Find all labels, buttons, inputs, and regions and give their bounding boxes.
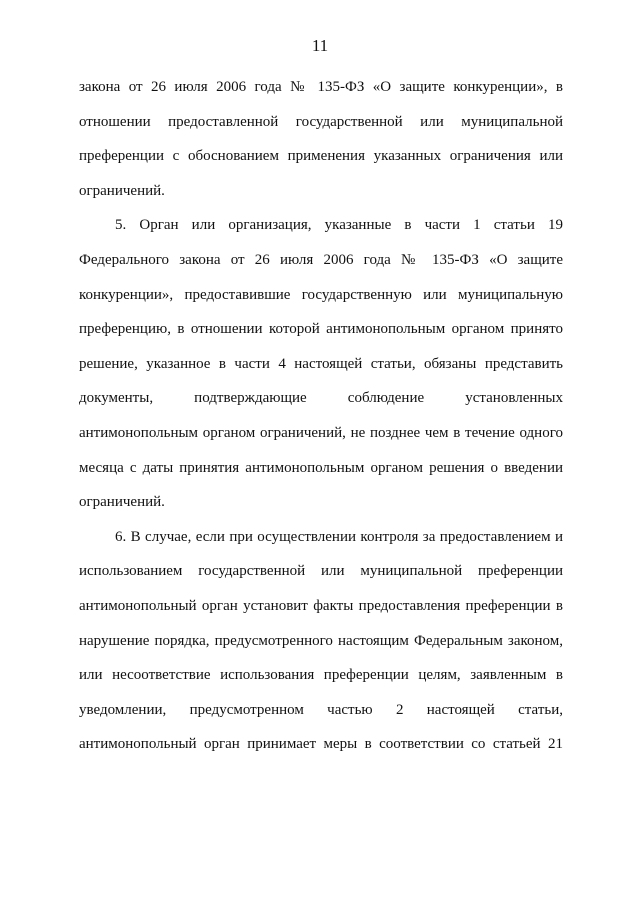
text-line: антимонопольный орган принимает меры в соответствии со статьей 21	[79, 736, 563, 753]
paragraph-continuation	[79, 77, 563, 215]
paragraph-item-5	[79, 215, 563, 526]
document-body	[79, 77, 563, 769]
text-line: Федерального закона от 26 июля 2006 года № 135-ФЗ «О защите	[79, 251, 563, 268]
text-line: антимонопольный орган установит факты предоставления преференции в	[79, 597, 563, 614]
text-line: ограничений.	[79, 182, 165, 199]
text-line: 5. Орган или организация, указанные в части 1 статьи 19	[115, 217, 563, 234]
text-line: или несоответствие использования преференции целям, заявленным в	[79, 667, 563, 684]
text-line: 6. В случае, если при осуществлении контроля за предоставлением и	[115, 528, 563, 545]
text-line: закона от 26 июля 2006 года № 135-ФЗ «О защите конкуренции», в	[79, 79, 563, 95]
text-line: антимонопольным органом ограничений, не позднее чем в течение одного	[79, 424, 563, 441]
page-number: 11	[311, 36, 329, 55]
text-line: конкуренции», предоставившие государственную или муниципальную	[79, 286, 563, 303]
text-line: отношении предоставленной государственной или муниципальной	[79, 113, 563, 130]
text-line: преференцию, в отношении которой антимонопольным органом принято	[79, 321, 563, 338]
text-line: нарушение порядка, предусмотренного настоящим Федеральным законом,	[79, 632, 563, 649]
paragraph-item-6	[79, 527, 563, 769]
text-line: преференции с обоснованием применения указанных ограничения или	[79, 148, 563, 165]
text-line: решение, указанное в части 4 настоящей статьи, обязаны представить	[79, 355, 563, 372]
text-line: месяца с даты принятия антимонопольным органом решения о введении	[79, 459, 563, 476]
text-line: ограничений.	[79, 494, 165, 511]
text-line: уведомлении, предусмотренном частью 2 настоящей статьи,	[79, 701, 563, 718]
text-line: использованием государственной или муниципальной преференции	[79, 563, 563, 580]
text-line: документы, подтверждающие соблюдение установленных	[79, 390, 563, 407]
